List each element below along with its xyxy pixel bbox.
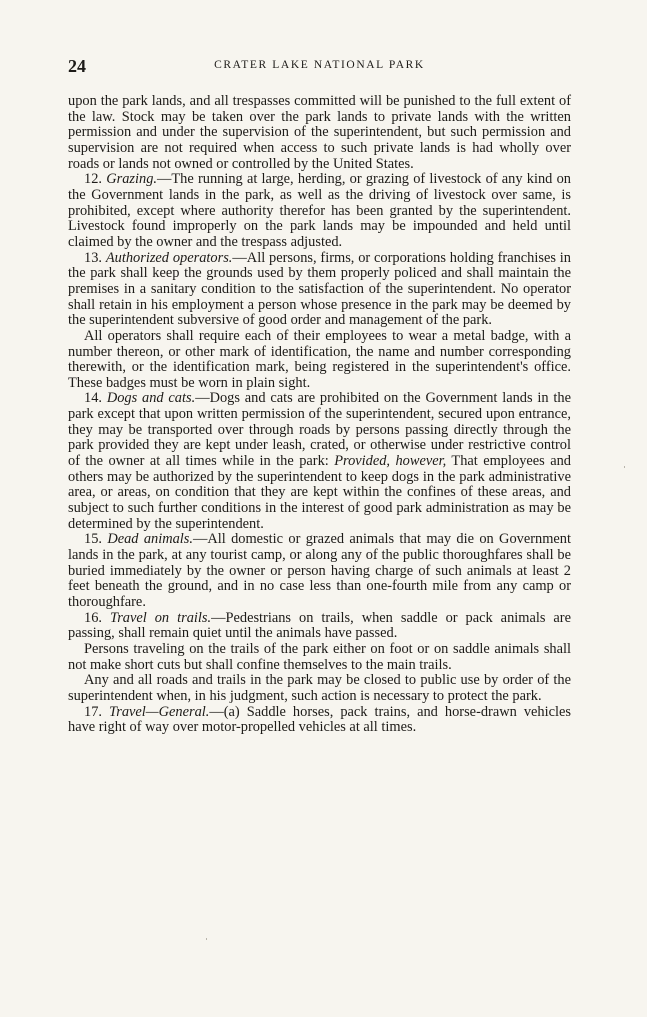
paragraph-text: —(a) Saddle horses, pack trains, and horse-drawn vehicles have right of way over motor-propelled vehicles at all times. [68,703,571,736]
paragraph-road-closure [68,673,571,704]
regulation-heading: Dead animals. [107,531,193,548]
paragraph-text: —All domestic or grazed animals that may die on Government lands in the park, at any tourist camp, or along any of the public thoroughfares shall be buried immediately by the owner or person having charge of such animals at least 2 feet beneath the ground, and in no case less than one-fourth mile from any camp or thoroughfare. [68,531,571,610]
regulation-dead-animals [68,532,571,610]
paragraph-continuation [68,94,571,172]
regulation-dogs-and-cats [68,391,571,532]
regulation-number: 13. [84,249,102,266]
paragraph-text: That employees and others may be authorized by the superintendent to keep dogs in the park administrative area, or areas, on condition that they are kept within the confines of these areas, and subject to such further conditions in the interest of good park administration as may be determined by the superintendent. [68,453,571,532]
paragraph-text: —All persons, firms, or corporations holding franchises in the park shall keep the grounds used by them properly policed and shall maintain the premises in a sanitary condition to the satisfaction of the superintendent. No operator shall retain in his employment a person whose presence in the park may be deemed by the superintendent subversive of good order and management of the park. [68,249,571,329]
regulation-travel-on-trails [68,611,571,642]
regulation-heading: Travel on trails. [109,609,212,626]
paragraph-text: Any and all roads and trails in the park may be closed to public use by order of the superintendent when, in his judgment, such action is necessary to protect the park. [68,672,571,704]
regulation-number: 14. [84,390,102,407]
proviso-italic: Provided, however, [334,453,447,470]
regulation-heading: Authorized operators. [105,249,233,266]
body-text [68,94,571,736]
regulation-travel-general [68,705,571,736]
regulation-authorized-operators [68,251,571,329]
regulation-number: 12. [84,171,102,188]
paragraph-text: Persons traveling on the trails of the park either on foot or on saddle animals shall not make short cuts but shall confine themselves to the main trails. [68,640,571,673]
regulation-heading: Travel—General. [109,703,210,720]
regulation-grazing [68,172,571,250]
paper-speck [206,938,207,940]
paragraph-text: All operators shall require each of their employees to wear a metal badge, with a number thereon, or other mark of identification, the name and number corresponding therewith, or the identification mark, being registered in the superintendent's office. These badges must be worn in plain sight. [68,327,571,391]
paper-speck [624,466,625,468]
page-header [68,56,571,78]
regulation-heading: Grazing. [106,171,157,188]
paragraph-text: —Pedestrians on trails, when saddle or pack animals are passing, shall remain quiet until the animals have passed. [68,609,571,642]
paragraph-badges [68,329,571,392]
regulation-number: 16. [84,609,102,626]
regulation-number: 17. [84,703,102,720]
paragraph-text: —The running at large, herding, or grazing of livestock of any kind on the Government lands in the park, as well as the driving of livestock over same, is prohibited, except where authority therefor has been granted by the superintendent. Livestock found improperly on the park lands may be impounded and held until claimed by the owner and the trespass adjusted. [68,171,571,250]
regulation-heading: Dogs and cats. [106,390,196,407]
paragraph-short-cuts [68,642,571,673]
running-head: CRATER LAKE NATIONAL PARK [214,59,425,71]
page-number: 24 [68,56,86,76]
paragraph-text: —Dogs and cats are prohibited on the Government lands in the park except that upon written permission of the superintendent, secured upon entrance, they may be transported over through roads by persons passing directly through the park provided they are kept under leash, crated, or otherwise under restrictive control of the owner at all times while in the park: [68,390,571,470]
paragraph-text: upon the park lands, and all trespasses committed will be punished to the full extent of the law. Stock may be taken over the park lands to private lands with the written permission and under the supervision of the superintendent, but such permission and supervision are not required when access to such private lands is had wholly over roads or lands not owned or controlled by the United States. [68,93,571,172]
regulation-number: 15. [84,531,102,548]
